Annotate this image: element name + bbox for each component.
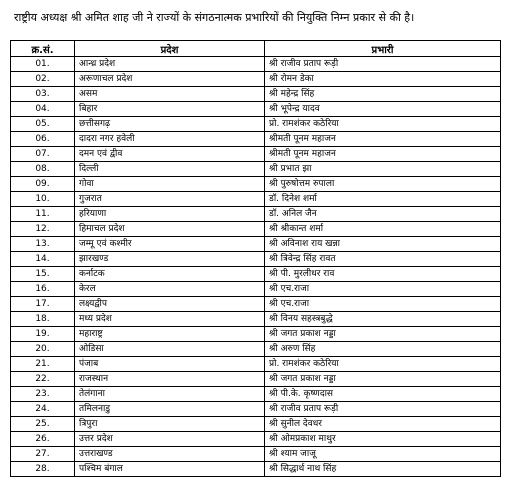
incharge-cell: श्री जगत प्रकाश नड्डा xyxy=(265,327,501,342)
table-row xyxy=(11,432,501,447)
serial-number-cell: 19. xyxy=(11,327,75,342)
table-row xyxy=(11,87,501,102)
incharge-cell: श्री राजीव प्रताप रूड़ी xyxy=(265,402,501,417)
column-header-state: प्रदेश xyxy=(75,41,265,57)
serial-number-cell: 24. xyxy=(11,402,75,417)
column-header-serial: क्र.सं. xyxy=(11,41,75,57)
serial-number-cell: 23. xyxy=(11,387,75,402)
table-row xyxy=(11,357,501,372)
document-heading: राष्ट्रीय अध्यक्ष श्री अमित शाह जी ने राज्यों के संगठनात्मक प्रभारियों की नियुक्ति निम्न प्रकार से की है। xyxy=(14,11,415,24)
state-cell: तेलंगाना xyxy=(75,387,265,402)
incharge-cell: श्री सुनील देवधर xyxy=(265,417,501,432)
state-cell: बिहार xyxy=(75,102,265,117)
table-body xyxy=(11,57,501,477)
serial-number-cell: 16. xyxy=(11,282,75,297)
serial-number-cell: 28. xyxy=(11,462,75,477)
serial-number-cell: 15. xyxy=(11,267,75,282)
table-row xyxy=(11,207,501,222)
state-cell: झारखण्ड xyxy=(75,252,265,267)
state-cell: महाराष्ट्र xyxy=(75,327,265,342)
incharge-cell: श्री जगत प्रकाश नड्डा xyxy=(265,372,501,387)
state-cell: पंजाब xyxy=(75,357,265,372)
serial-number-cell: 06. xyxy=(11,132,75,147)
state-cell: असम xyxy=(75,87,265,102)
incharge-cell: श्री भूपेन्द्र यादव xyxy=(265,102,501,117)
state-cell: राजस्थान xyxy=(75,372,265,387)
appointments-table xyxy=(10,40,501,477)
incharge-cell: डॉ. अनिल जैन xyxy=(265,207,501,222)
state-cell: कर्नाटक xyxy=(75,267,265,282)
table-row xyxy=(11,162,501,177)
serial-number-cell: 03. xyxy=(11,87,75,102)
state-cell: हिमाचल प्रदेश xyxy=(75,222,265,237)
table-row xyxy=(11,72,501,87)
serial-number-cell: 25. xyxy=(11,417,75,432)
serial-number-cell: 01. xyxy=(11,57,75,72)
table-row xyxy=(11,282,501,297)
state-cell: केरल xyxy=(75,282,265,297)
incharge-cell: श्री त्रिवेन्द्र सिंह रावत xyxy=(265,252,501,267)
serial-number-cell: 27. xyxy=(11,447,75,462)
serial-number-cell: 13. xyxy=(11,237,75,252)
incharge-cell: श्री श्रीकान्त शर्मा xyxy=(265,222,501,237)
serial-number-cell: 12. xyxy=(11,222,75,237)
incharge-cell: श्री पी. मुरलीधर राव xyxy=(265,267,501,282)
state-cell: दादरा नगर हवेली xyxy=(75,132,265,147)
incharge-cell: श्री पुरुषोत्तम रुपाला xyxy=(265,177,501,192)
table-row xyxy=(11,297,501,312)
incharge-cell: श्री विनय सहस्त्रबुद्धे xyxy=(265,312,501,327)
state-cell: अरूणाचल प्रदेश xyxy=(75,72,265,87)
incharge-cell: डॉ. दिनेश शर्मा xyxy=(265,192,501,207)
incharge-cell: श्री सिद्धार्थ नाथ सिंह xyxy=(265,462,501,477)
table-row xyxy=(11,342,501,357)
serial-number-cell: 07. xyxy=(11,147,75,162)
table-row xyxy=(11,312,501,327)
incharge-cell: श्री एच.राजा xyxy=(265,282,501,297)
state-cell: गुजरात xyxy=(75,192,265,207)
table-row xyxy=(11,192,501,207)
state-cell: छत्तीसगढ़ xyxy=(75,117,265,132)
table-row xyxy=(11,387,501,402)
state-cell: पश्चिम बंगाल xyxy=(75,462,265,477)
state-cell: ओडिसा xyxy=(75,342,265,357)
table-row xyxy=(11,252,501,267)
table-row xyxy=(11,327,501,342)
table-row xyxy=(11,102,501,117)
serial-number-cell: 20. xyxy=(11,342,75,357)
table-row xyxy=(11,147,501,162)
state-cell: हरियाणा xyxy=(75,207,265,222)
serial-number-cell: 21. xyxy=(11,357,75,372)
table-row xyxy=(11,462,501,477)
serial-number-cell: 08. xyxy=(11,162,75,177)
incharge-cell: श्रीमती पूनम महाजन xyxy=(265,132,501,147)
serial-number-cell: 26. xyxy=(11,432,75,447)
incharge-cell: श्री एच.राजा xyxy=(265,297,501,312)
incharge-cell: श्रीमती पूनम महाजन xyxy=(265,147,501,162)
table-row xyxy=(11,372,501,387)
state-cell: दमन एवं द्वीव xyxy=(75,147,265,162)
table-row xyxy=(11,447,501,462)
serial-number-cell: 18. xyxy=(11,312,75,327)
table-header-row xyxy=(11,41,501,57)
serial-number-cell: 10. xyxy=(11,192,75,207)
table-row xyxy=(11,57,501,72)
incharge-cell: प्रो. रामशंकर कठेरिया xyxy=(265,357,501,372)
incharge-cell: श्री अरुण सिंह xyxy=(265,342,501,357)
incharge-cell: श्री अविनाश राय खन्ना xyxy=(265,237,501,252)
state-cell: गोवा xyxy=(75,177,265,192)
incharge-cell: श्री श्याम जाजू xyxy=(265,447,501,462)
state-cell: तमिलनाडु xyxy=(75,402,265,417)
table-row xyxy=(11,417,501,432)
incharge-cell: प्रो. रामशंकर कठेरिया xyxy=(265,117,501,132)
serial-number-cell: 05. xyxy=(11,117,75,132)
serial-number-cell: 22. xyxy=(11,372,75,387)
incharge-cell: श्री महेन्द्र सिंह xyxy=(265,87,501,102)
serial-number-cell: 11. xyxy=(11,207,75,222)
table-row xyxy=(11,132,501,147)
state-cell: दिल्ली xyxy=(75,162,265,177)
table-row xyxy=(11,267,501,282)
serial-number-cell: 14. xyxy=(11,252,75,267)
state-cell: आन्ध्र प्रदेश xyxy=(75,57,265,72)
state-cell: उत्तर प्रदेश xyxy=(75,432,265,447)
column-header-incharge: प्रभारी xyxy=(265,41,501,57)
serial-number-cell: 04. xyxy=(11,102,75,117)
table-row xyxy=(11,237,501,252)
state-cell: लक्ष्यद्वीप xyxy=(75,297,265,312)
serial-number-cell: 02. xyxy=(11,72,75,87)
table-row xyxy=(11,402,501,417)
table-row xyxy=(11,222,501,237)
incharge-cell: श्री पी.के. कृष्णदास xyxy=(265,387,501,402)
serial-number-cell: 17. xyxy=(11,297,75,312)
table-row xyxy=(11,117,501,132)
state-cell: त्रिपुरा xyxy=(75,417,265,432)
incharge-cell: श्री रोमन डेका xyxy=(265,72,501,87)
state-cell: जम्मू एवं कश्मीर xyxy=(75,237,265,252)
state-cell: मध्य प्रदेश xyxy=(75,312,265,327)
incharge-cell: श्री राजीव प्रताप रूड़ी xyxy=(265,57,501,72)
incharge-cell: श्री प्रभात झा xyxy=(265,162,501,177)
state-cell: उत्तराखण्ड xyxy=(75,447,265,462)
serial-number-cell: 09. xyxy=(11,177,75,192)
incharge-cell: श्री ओमप्रकाश माथुर xyxy=(265,432,501,447)
table-row xyxy=(11,177,501,192)
